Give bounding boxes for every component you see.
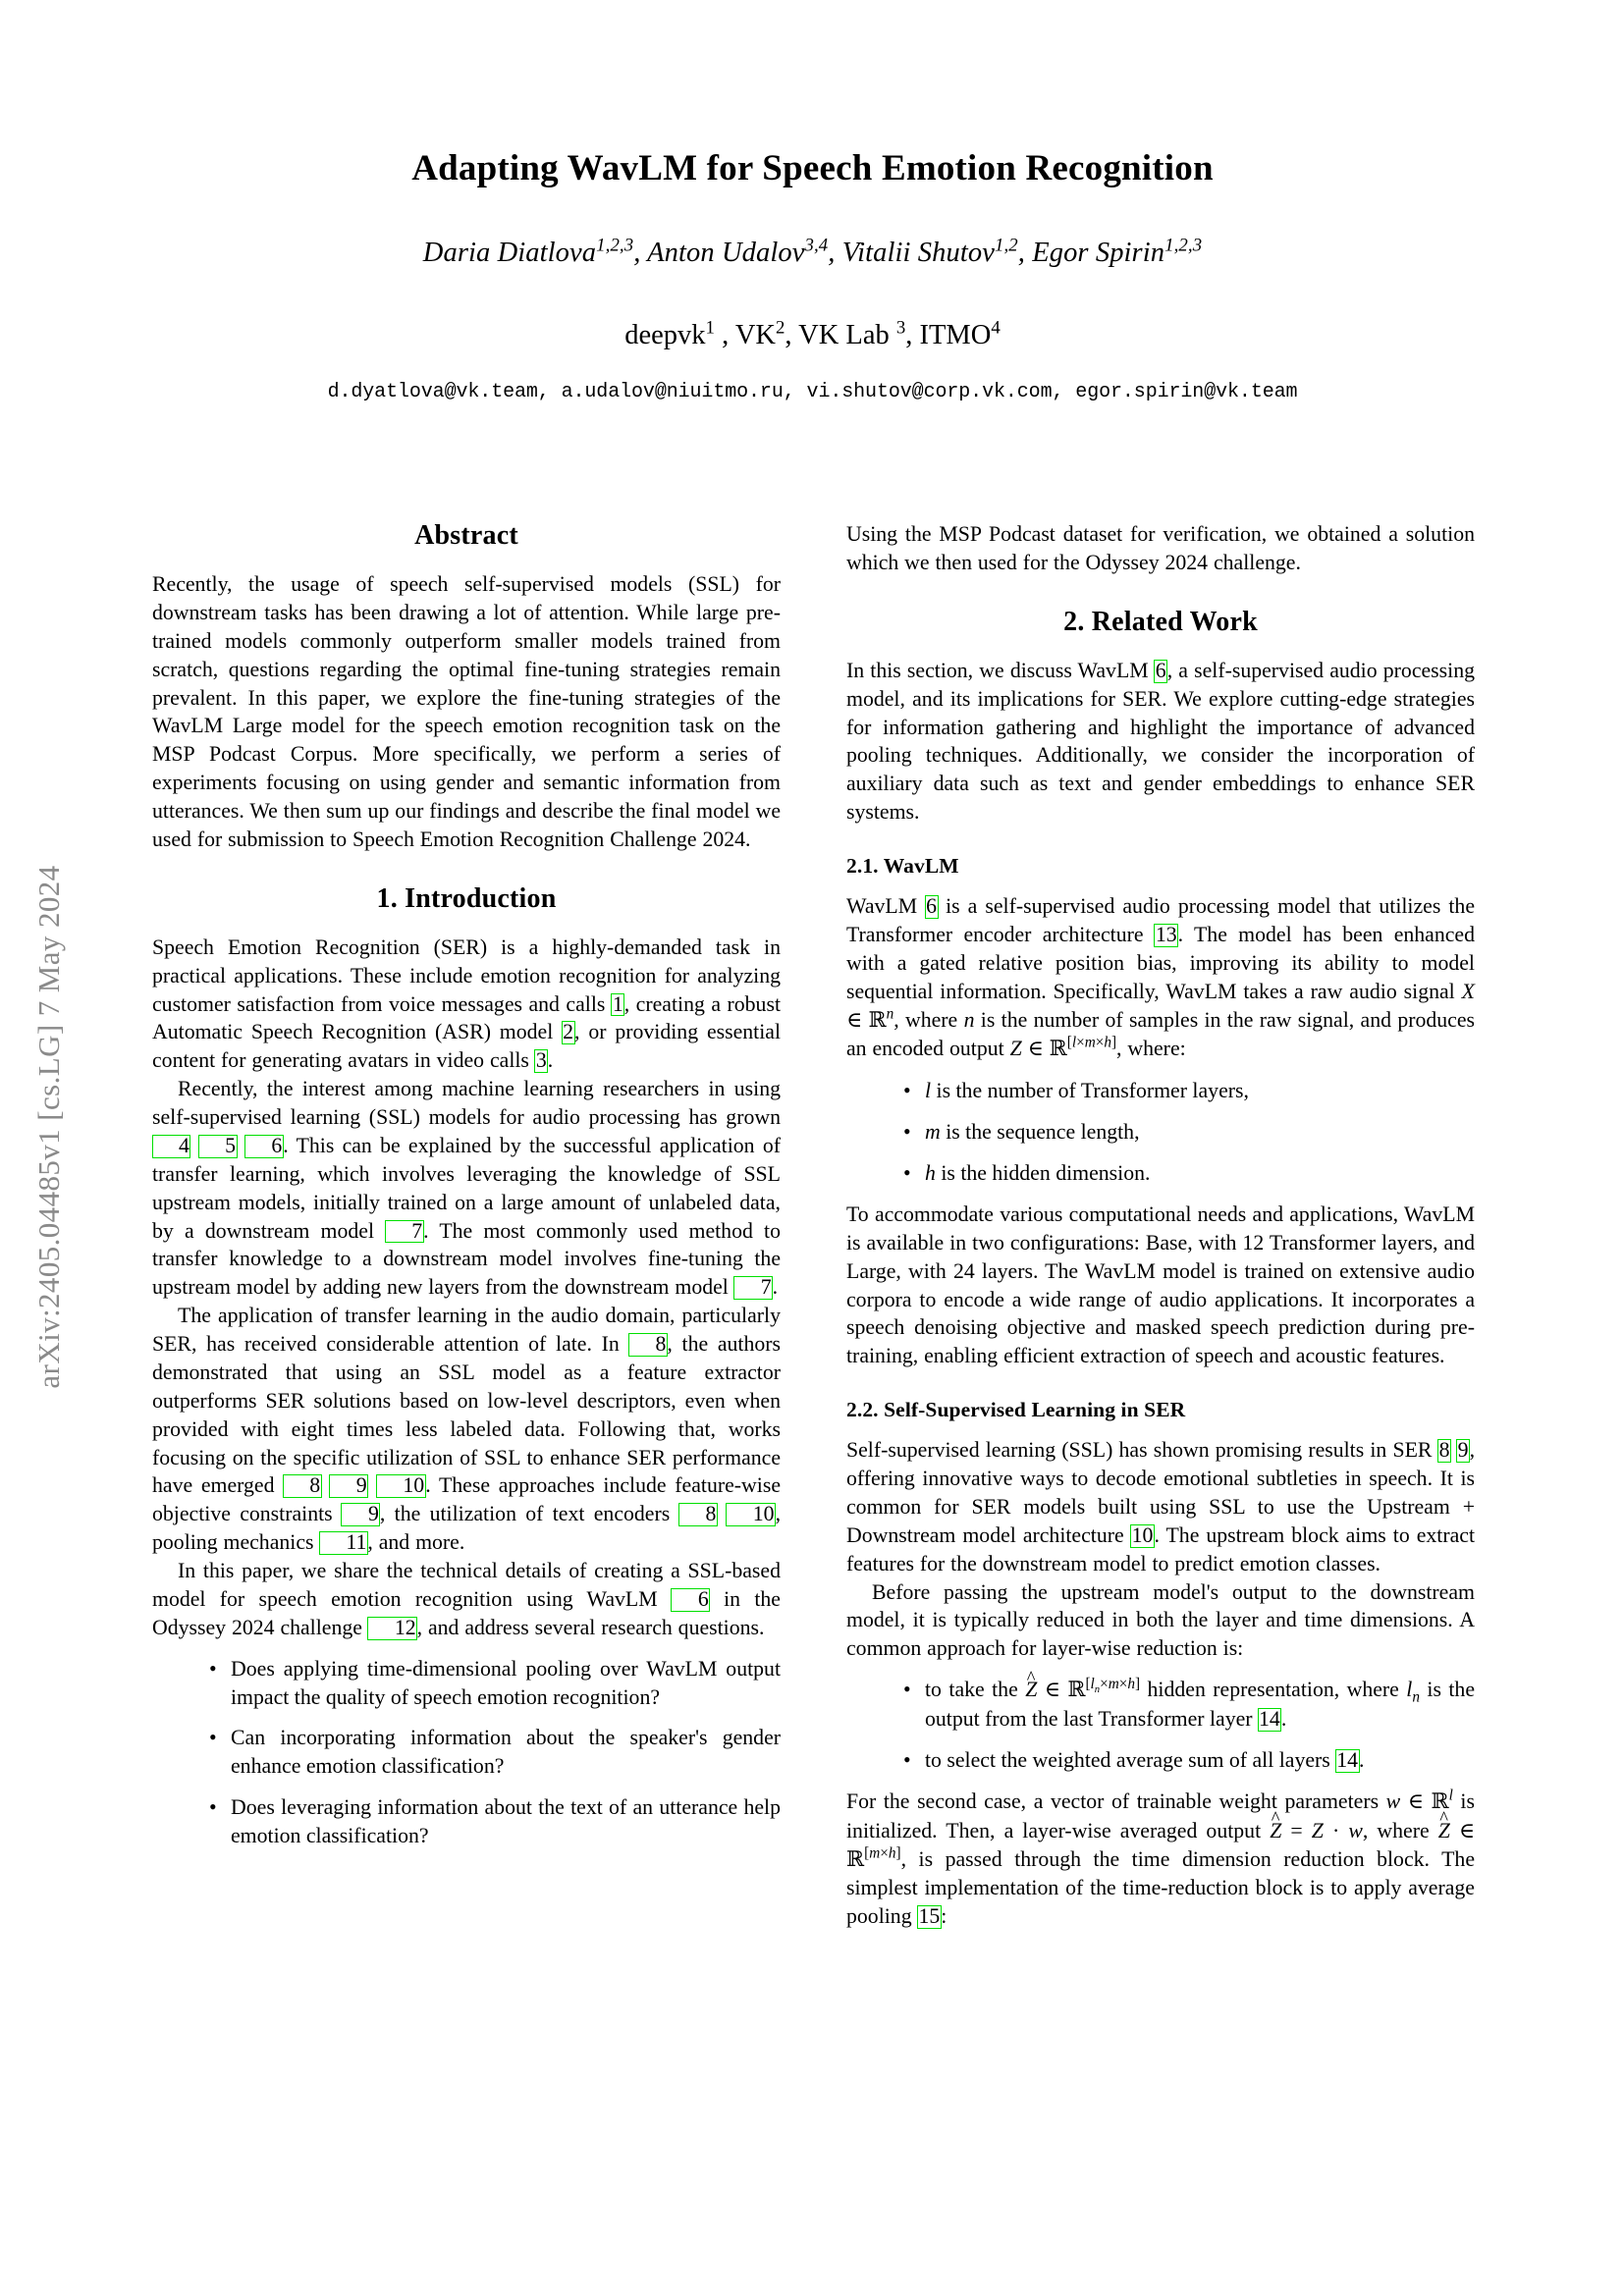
list-item: • Can incorporating information about the speaker's gender enhance emotion classification? [209, 1724, 781, 1781]
affiliation-entry [798, 317, 906, 351]
text-run: to take the [925, 1678, 1026, 1702]
text-run: , and more. [367, 1530, 465, 1555]
citation-link[interactable]: 7 [385, 1220, 424, 1244]
text-run: In this paper, we share the technical details of creating a SSL-based model for speech emotion recognition using WavLM [152, 1559, 781, 1611]
citation-link[interactable]: 10 [726, 1503, 776, 1526]
affiliation-marker: 2 [775, 317, 785, 339]
intro-paragraph-1 [152, 934, 781, 1075]
text-run: . This can be explained by the successful application of transfer learning, which involves leveraging the knowledge of SSL upstream models, initially trained on a large amount of unlabeled data, by a downstream model [152, 1133, 781, 1243]
intro-paragraph-3 [152, 1302, 781, 1557]
text-run: . [547, 1048, 554, 1073]
right-column [846, 520, 1475, 1931]
text-run: , where [1362, 1818, 1438, 1842]
text-run: The application of transfer learning in the audio domain, particularly SER, has received considerable attention of late. In [152, 1304, 781, 1356]
citation-link[interactable]: 8 [628, 1333, 668, 1357]
math-inline-w-in-R-l: w ∈ ℝ$^l$ [1385, 1787, 1453, 1814]
affiliation-name: VK [734, 320, 776, 351]
affiliation-list: deepvk$^1$ , $VK^2$, VK Lab $^3$, ITMO$^4$ [624, 317, 1001, 351]
text-run: . The most commonly used method to transfer knowledge to a downstream model involves fine-tuning the upstream model by adding new layers from the downstream model [152, 1218, 781, 1300]
abstract-text: Recently, the usage of speech self-supervised models (SSL) for downstream tasks has been drawing a lot of attention. While large pre-trained models commonly outperform smaller models trained from scratch, questions regarding the optimal fine-tuning strategies remain prevalent. In this paper, we explore the fine-tuning strategies of the WavLM Large model for the speech emotion recognition task on the MSP Podcast Corpus. More specifically, we perform a series of experiments focusing on using gender and semantic information from utterances. We then sum up our findings and describe the final model we used for submission to Speech Emotion Recognition Challenge 2024. [152, 572, 781, 851]
text-run: , where [893, 1007, 964, 1032]
author-affiliation-marker: 1,2,3 [596, 235, 634, 256]
text-run: In this section, we discuss WavLM [846, 658, 1155, 682]
related-work-paragraph [846, 657, 1475, 827]
text-run: For the second case, a vector of trainable weight parameters [846, 1789, 1386, 1813]
layer-reduction-list [846, 1676, 1475, 1775]
affiliation-marker: 4 [991, 317, 1001, 339]
text-run: , the authors demonstrated that using an SSL model as a feature extractor outperforms SER solutions based on low-level descriptors, even when provided with eight times less labeled data. Following that, works focusing on the specific utilization of SSL to enhance SER performance have emerged [152, 1332, 782, 1498]
left-column [152, 520, 781, 1931]
arxiv-stamp: arXiv:2405.04485v1 [cs.LG] 7 May 2024 [31, 865, 66, 1389]
text-run: . These approaches include feature-wise objective constraints [152, 1473, 781, 1526]
math-inline-Zhat-eq-Z-dot-w: Z ^ = Z · w [1270, 1819, 1363, 1842]
author-name: Daria Diatlova [422, 238, 597, 269]
list-item [903, 1159, 1475, 1188]
math-symbol: h [925, 1161, 936, 1185]
text-run: is the number of samples in the raw signal, and produces an encoded output [846, 1007, 1476, 1061]
citation-link[interactable]: 6 [1155, 658, 1166, 682]
author-entry [647, 235, 829, 269]
text-run: , and address several research questions. [416, 1615, 765, 1639]
list-item: • Does applying time-dimensional pooling over WavLM output impact the quality of speech emotion recognition? [209, 1655, 781, 1712]
affiliation-entry [919, 317, 1001, 351]
author-name: Vitalii Shutov [841, 238, 995, 269]
text-run: , or providing essential content for generating avatars in video calls [152, 1020, 782, 1073]
ssl-paragraph-2: Before passing the upstream model's output to the downstream model, it is typically reduced in both the layer and time dimensions. A common approach for layer-wise reduction is: [846, 1579, 1475, 1661]
text-run: is the hidden dimension. [935, 1161, 1151, 1185]
citation-link[interactable]: 14 [1259, 1707, 1280, 1731]
citation-link[interactable]: 15 [918, 1904, 941, 1929]
math-symbol: l [925, 1079, 932, 1103]
text-run: . The model has been enhanced with a gated relative position bias, improving its ability to model sequential information. Specifically, WavLM takes a raw audio signal [846, 922, 1476, 1003]
citation-link[interactable]: 2 [563, 1020, 574, 1044]
citation-link[interactable]: 1 [612, 991, 623, 1016]
citation-link[interactable]: 8 [1438, 1438, 1450, 1463]
affiliation-name: VK Lab [798, 320, 890, 351]
citation-link[interactable]: 11 [319, 1531, 368, 1555]
affiliation-name: ITMO [919, 320, 992, 351]
ssl-paragraph-3 [846, 1788, 1475, 1931]
text-run: , creating a robust Automatic Speech Recognition (ASR) model [152, 991, 781, 1044]
section-heading-introduction: 1. Introduction [376, 882, 557, 914]
ssl-paragraph-1 [846, 1436, 1475, 1577]
abstract-heading: Abstract [414, 520, 518, 551]
text-run: . [1359, 1747, 1365, 1772]
list-item [903, 1118, 1475, 1147]
text-run: Recently, the interest among machine learning researchers in using self-supervised learning (SSL) models for audio processing has grown [152, 1077, 781, 1129]
wavlm-paragraph-2: To accommodate various computational needs and applications, WavLM is available in two configurations: Base, with 12 Transformer layers, and Large, with 24 layers. The WavLM model is trained on extensive audio corpora to encode a wide range of audio applications. It incorporates a speech denoising objective and masked speech prediction during pre-training, enabling efficient extraction of speech and acoustic features. [846, 1201, 1475, 1368]
text-run: . The upstream block aims to extract features for the downstream model to predict emotion classes. [846, 1522, 1475, 1575]
citation-link[interactable]: 6 [926, 894, 938, 918]
affiliation-marker: 3 [895, 317, 906, 339]
text-run: is initialized. Then, a layer-wise averaged output [846, 1789, 1475, 1842]
author-affiliation-marker: 1,2,3 [1164, 235, 1203, 256]
citation-link[interactable]: 9 [329, 1474, 368, 1498]
author-list: Daria Diatlova$^{1,2,3}$, Anton Udalov$^{3,4}$, Vitalii Shutov$^{1,2}$, Egor Spirin$^{1,2,3}$ [422, 235, 1203, 269]
author-affiliation-marker: 3,4 [804, 235, 829, 256]
author-entry [841, 235, 1018, 269]
citation-link[interactable]: 4 [152, 1135, 191, 1158]
math-inline-l-n: $l_n$ [1406, 1678, 1420, 1706]
citation-link[interactable]: 10 [376, 1474, 426, 1498]
author-name: Egor Spirin [1032, 238, 1165, 269]
text-run: Speech Emotion Recognition (SER) is a highly-demanded task in practical applications. These include emotion recognition for analyzing customer satisfaction from voice messages and calls [152, 934, 781, 1016]
text-run: , the utilization of text encoders [379, 1502, 679, 1526]
citation-link[interactable]: 9 [341, 1503, 380, 1526]
text-run: is a self-supervised audio processing model that utilizes the Transformer encoder architecture [846, 894, 1475, 946]
research-questions-list [152, 1655, 781, 1850]
text-run: is the output from the last Transformer layer [925, 1678, 1476, 1731]
citation-link[interactable]: 9 [1457, 1438, 1469, 1463]
citation-link[interactable]: 8 [283, 1474, 322, 1498]
text-run: . [1280, 1707, 1287, 1731]
text-run: is the number of Transformer layers, [931, 1079, 1249, 1103]
citation-link[interactable]: 12 [367, 1617, 417, 1640]
author-entry [422, 235, 634, 269]
text-run: Self-supervised learning (SSL) has shown promising results in SER [846, 1438, 1438, 1463]
citation-link[interactable]: 3 [535, 1048, 547, 1073]
author-name: Anton Udalov [647, 238, 805, 269]
list-item: • Does leveraging information about the text of an utterance help emotion classification? [209, 1793, 781, 1850]
intro-paragraph-2 [152, 1075, 781, 1302]
abstract-continuation: Using the MSP Podcast dataset for verification, we obtained a solution which we then used for the Odyssey 2024 challenge. [846, 522, 1475, 574]
text-run: to select the weighted average sum of all layers [925, 1747, 1336, 1772]
paper-header [152, 147, 1473, 403]
text-run: , a self-supervised audio processing model, and its implications for SER. We explore cutting-edge strategies for information gathering and highlight the importance of advanced pooling techniques. Additionally, we consider the incorporation of auxiliary data such as text and gender embeddings to enhance SER systems. [846, 658, 1475, 825]
citation-link[interactable]: 13 [1155, 922, 1177, 946]
author-affiliation-marker: 1,2 [994, 235, 1018, 256]
text-run: , offering innovative ways to decode emotional subtleties in speech. It is common for SER models built using SSL to use the Upstream + Downstream model architecture [846, 1438, 1476, 1547]
affiliation-entry [734, 317, 785, 351]
text-run: . [772, 1275, 779, 1300]
list-item [903, 1676, 1475, 1734]
author-emails: d.dyatlova@vk.team, a.udalov@niuitmo.ru, vi.shutov@corp.vk.com, egor.spirin@vk.team [327, 381, 1298, 404]
wavlm-paragraph-1 [846, 892, 1475, 1064]
text-run: , pooling mechanics [152, 1502, 782, 1555]
math-inline-X-in-R-n: X ∈ ℝ$^n$ [846, 979, 1475, 1033]
section-heading-related-work: 2. Related Work [1063, 606, 1258, 637]
citation-link[interactable]: 6 [244, 1135, 284, 1158]
math-inline-Zhat-in-R-lnmh: Z ^ ∈ ℝ[ln×m×h] [1025, 1678, 1140, 1701]
citation-link[interactable]: 6 [671, 1588, 710, 1612]
math-inline-Zhat-in-R-mh: Z ^ ∈ ℝ[m×h] [846, 1819, 1475, 1871]
citation-link[interactable]: 5 [198, 1135, 238, 1158]
text-run: WavLM [846, 894, 926, 918]
citation-link[interactable]: 7 [733, 1276, 773, 1300]
affiliation-entry [624, 317, 715, 351]
subsection-heading-wavlm: 2.1. WavLM [846, 854, 959, 878]
list-item [903, 1077, 1475, 1105]
list-item [903, 1746, 1475, 1775]
math-inline-n: n [963, 1007, 975, 1032]
citation-link[interactable]: 8 [678, 1503, 718, 1526]
affiliation-marker: 1 [705, 317, 715, 339]
wavlm-dimension-list [846, 1077, 1475, 1188]
intro-paragraph-4 [152, 1557, 781, 1642]
page-title: Adapting WavLM for Speech Emotion Recognition [411, 148, 1214, 188]
citation-link[interactable]: 14 [1336, 1747, 1359, 1772]
text-run: , where: [1116, 1037, 1186, 1061]
math-symbol: m [925, 1120, 941, 1145]
author-entry [1032, 235, 1203, 269]
body-columns [152, 520, 1475, 1931]
text-run: is the sequence length, [940, 1120, 1140, 1145]
text-run: hidden representation, where [1140, 1678, 1407, 1702]
citation-link[interactable]: 10 [1131, 1522, 1154, 1547]
text-run: : [941, 1904, 947, 1929]
text-run: in the Odyssey 2024 challenge [152, 1586, 781, 1639]
affiliation-name: deepvk [624, 320, 706, 351]
subsection-heading-ssl-in-ser: 2.2. Self-Supervised Learning in SER [846, 1398, 1186, 1422]
text-run: , is passed through the time dimension reduction block. The simplest implementation of the time-reduction block is to apply average pooling [846, 1846, 1475, 1929]
math-inline-Z-in-R-lmh: Z ∈ ℝ[l×m×h] [1009, 1035, 1117, 1062]
